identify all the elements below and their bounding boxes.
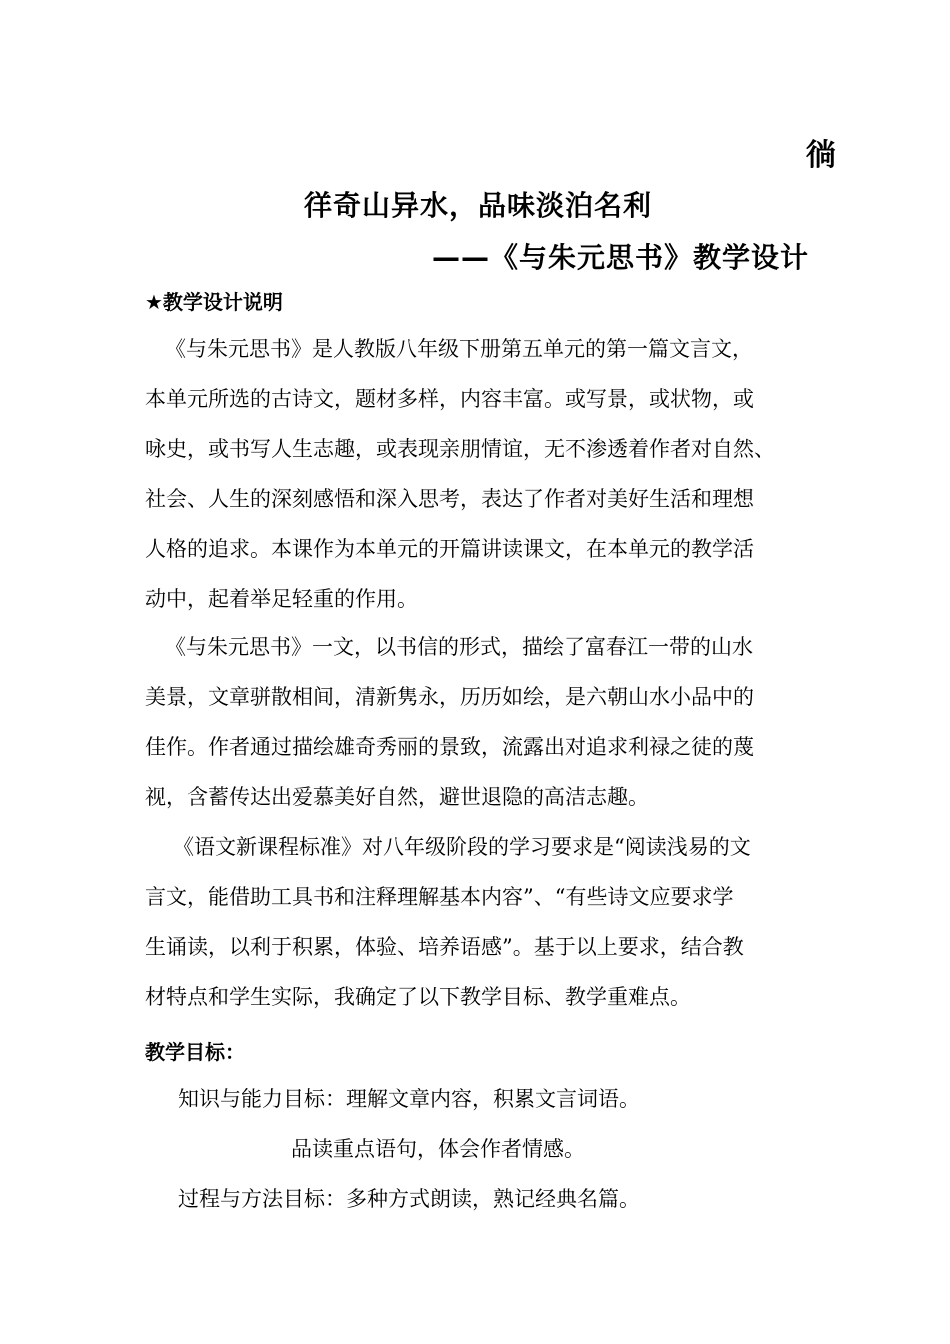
goal-knowledge-continued: 品读重点语句，体会作者情感。 bbox=[291, 1137, 585, 1161]
paragraph-3 bbox=[145, 822, 825, 1022]
section-heading-goals: 教学目标： bbox=[145, 1040, 245, 1064]
goal-process: 过程与方法目标：多种方式朗读，熟记经典名篇。 bbox=[178, 1187, 640, 1211]
paragraph-2 bbox=[145, 622, 825, 822]
paragraph-line: 视，含蓄传达出爱慕美好自然，避世退隐的高洁志趣。 bbox=[145, 785, 649, 809]
paragraph-line: 《与朱元思书》是人教版八年级下册第五单元的第一篇文言文， bbox=[165, 337, 753, 361]
document-subtitle: ——《与朱元思书》教学设计 bbox=[432, 241, 810, 274]
paragraph-line: 动中，起着举足轻重的作用。 bbox=[145, 587, 418, 611]
paragraph-line: 本单元所选的古诗文，题材多样，内容丰富。或写景，或状物，或 bbox=[145, 387, 754, 411]
document-title: 徉奇山异水，品味淡泊名利 bbox=[304, 189, 653, 222]
paragraph-line: 生诵读，以利于积累，体验、培养语感”。基于以上要求，结合教 bbox=[145, 935, 744, 959]
paragraph-1 bbox=[145, 324, 825, 624]
section-heading-design-notes: ★教学设计说明 bbox=[145, 290, 283, 314]
paragraph-line: 《语文新课程标准》对八年级阶段的学习要求是“阅读浅易的文 bbox=[173, 835, 751, 859]
corner-character: 徜 bbox=[806, 138, 836, 173]
paragraph-line: 咏史，或书写人生志趣，或表现亲朋情谊，无不渗透着作者对自然、 bbox=[145, 437, 775, 461]
paragraph-line: 美景，文章骈散相间，清新隽永，历历如绘，是六朝山水小品中的 bbox=[145, 685, 754, 709]
paragraph-line: 人格的追求。本课作为本单元的开篇讲读课文，在本单元的教学活 bbox=[145, 537, 754, 561]
paragraph-line: 言文，能借助工具书和注释理解基本内容”、“有些诗文应要求学 bbox=[145, 885, 734, 909]
goal-knowledge: 知识与能力目标：理解文章内容，积累文言词语。 bbox=[178, 1087, 640, 1111]
paragraph-line: 社会、人生的深刻感悟和深入思考，表达了作者对美好生活和理想 bbox=[145, 487, 754, 511]
paragraph-line: 佳作。作者通过描绘雄奇秀丽的景致，流露出对追求利禄之徒的蔑 bbox=[145, 735, 754, 759]
paragraph-line: 《与朱元思书》一文，以书信的形式，描绘了富春江一带的山水 bbox=[165, 635, 753, 659]
paragraph-line: 材特点和学生实际，我确定了以下教学目标、教学重难点。 bbox=[145, 985, 691, 1009]
